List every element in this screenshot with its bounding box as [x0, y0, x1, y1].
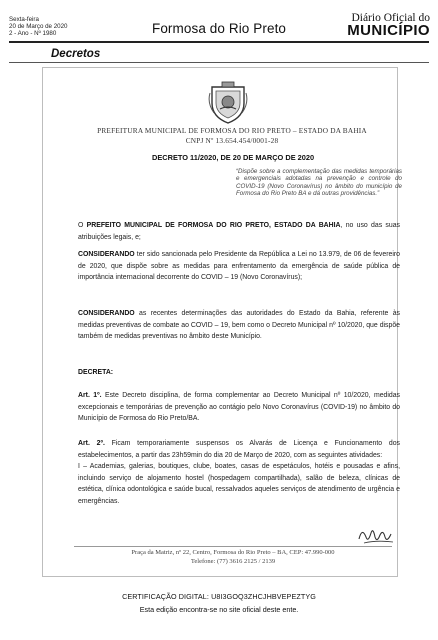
decreta-heading: DECRETA: [78, 369, 114, 376]
article-1-text: Este Decreto disciplina, de forma complementar ao Decreto Municipal nº 10/2020, medidas excepcionais e temporárias de prevenção ao contágio pelo Novo Coronavírus (COVID-19) no âmbito do Município de Formosa do Rio Preto/BA. [78, 392, 401, 423]
document-header-cnpj: CNPJ Nº 13.654.454/0001-28 [185, 136, 279, 145]
decree-summary: “Dispõe sobre a complementação das medidas temporárias e emergenciais adotadas na prevenção e controle do COVID-19 (Novo Coronavírus) no âmbito do município de Formosa do Rio Preto BA e dá outras providências.” [236, 168, 402, 198]
paragraph-considerando-1 [78, 249, 400, 284]
footer-address: Praça da Matriz, nº 22, Centro, Formosa do Rio Preto – BA, CEP: 47.990-000 [131, 549, 335, 556]
prefeito-bold: PREFEITO MUNICIPAL DE FORMOSA DO RIO PRETO, ESTADO DA BAHIA [86, 222, 341, 229]
masthead [0, 0, 438, 44]
article-2-text: Ficam temporariamente suspensos os Alvarás de Licença e Funcionamento dos estabelecimentos, a partir das 23h59min do dia 20 de Março de 2020, com as seguintes atividades: [78, 440, 400, 459]
considerando-2-label: CONSIDERANDO [78, 310, 135, 317]
weekday: Sexta-feira [9, 16, 39, 23]
gazette-logo [347, 13, 430, 38]
footer-divider [74, 546, 392, 547]
footer-phone: Telefone: (77) 3616 2125 / 2139 [190, 558, 276, 565]
article-1 [78, 390, 400, 425]
considerando-1-text: ter sido sancionada pelo Presidente da República a Lei no 13.979, de 06 de fevereiro de 2020, que dispõe sobre as medidas para enfrentamento da emergência de saúde pública de importância internacional decorrente do COVID – 19 (Novo Coronavírus); [78, 251, 400, 282]
section-divider [9, 62, 429, 63]
prefeito-lead: O [78, 222, 84, 229]
digital-certification: CERTIFICAÇÃO DIGITAL: U8I3GOQ3ZHCJHBVEPEZTYG [122, 592, 316, 601]
edition-date: 20 de Março de 2020 [9, 23, 68, 31]
paragraph-considerando-2 [78, 308, 400, 343]
coat-of-arms-icon [208, 81, 248, 125]
prefeito-rest: , no uso das suas atribuições legais, e; [78, 222, 400, 241]
edition-note: Esta edição encontra-se no site oficial deste ente. [139, 605, 299, 614]
decree-title: DECRETO 11/2020, DE 20 DE MARÇO DE 2020 [152, 153, 315, 162]
logo-bottom-text: MUNICÍPIO [347, 22, 430, 39]
article-1-label: Art. 1º. [78, 392, 102, 399]
edition-number: 2 - Ano - Nº 1980 [9, 30, 57, 38]
article-2 [78, 438, 400, 508]
city-name: Formosa do Rio Preto [151, 21, 287, 36]
section-title: Decretos [51, 48, 101, 60]
masthead-divider [9, 41, 429, 43]
article-2-item-i: I – Academias, galerias, boutiques, clube, boates, casas de espetáculos, hotéis e pousadas e afins, incluindo serviço de alojamento hostel (hospedagem compartilhada), salão de beleza, clínicas de estética, clínica odontológica e saúde bucal, ressalvados aqueles serviços de atendimento de urgência e emergências. [78, 463, 400, 505]
paragraph-prefeito [78, 220, 400, 243]
signature-icon [356, 523, 396, 547]
logo-top-text: Diário Oficial do [351, 12, 430, 24]
considerando-1-label: CONSIDERANDO [78, 251, 135, 258]
document-header-title: PREFEITURA MUNICIPAL DE FORMOSA DO RIO PRETO – ESTADO DA BAHIA [97, 126, 367, 135]
article-2-label: Art. 2º. [78, 440, 105, 447]
considerando-2-text: as recentes determinações das autoridades do Estado da Bahia, referente às medidas preventivas de combate ao COVID – 19, bem como o Decreto Municipal nº 10/2020, que dispõe também de medidas preventivas no âmbito deste Município. [78, 310, 400, 341]
